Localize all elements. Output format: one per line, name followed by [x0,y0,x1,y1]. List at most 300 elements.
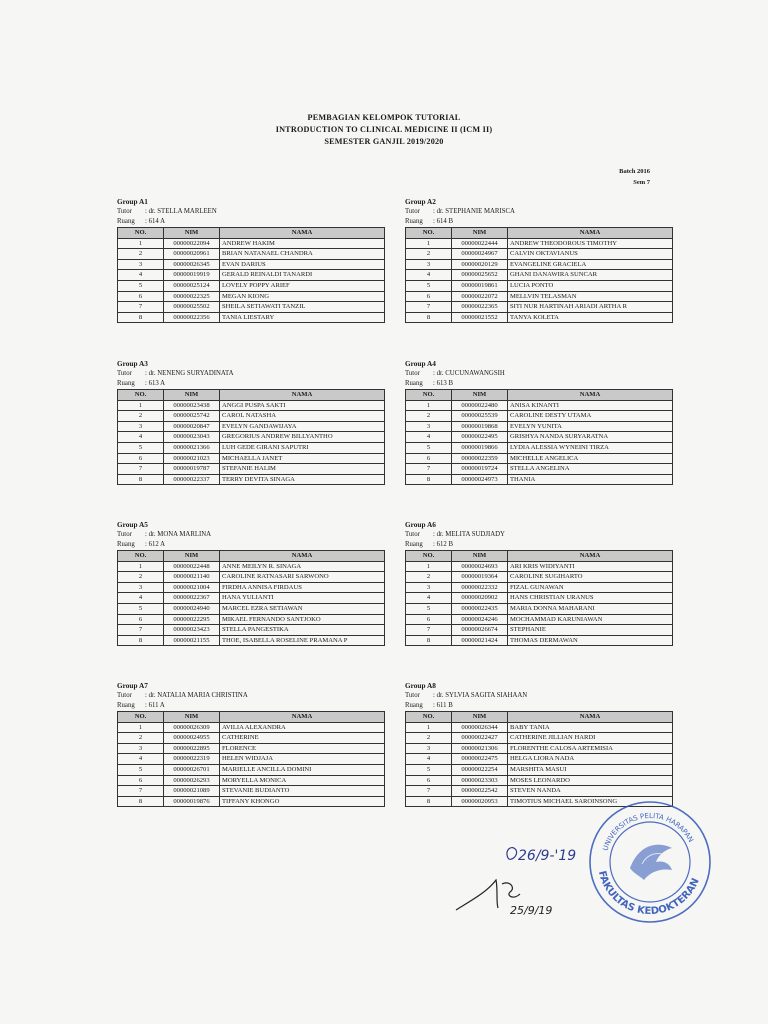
cell-no: 3 [118,259,164,270]
room-value: : 614 A [145,218,166,225]
table-row [118,743,385,754]
student-table [117,227,385,323]
cell-nama: EVELYN GANDAWIJAYA [220,421,385,432]
table-row [406,614,673,625]
tutor-line [405,530,673,540]
cell-nama: ANISA KINANTI [508,400,673,411]
col-header-nama: NAMA [220,228,385,239]
cell-nama: TIMOTIUS MICHAEL SAROINSONG [508,796,673,807]
tutor-line [405,207,673,217]
cell-nim: 00000022435 [452,603,508,614]
group-title: Group A7 [117,681,148,690]
cell-no: 7 [406,464,452,475]
cell-no: 1 [406,722,452,733]
table-row [118,464,385,475]
cell-nim: 00000019787 [164,464,220,475]
tutorial-group [117,196,385,323]
room-label: Ruang [405,380,423,387]
col-header-no: NO. [406,390,452,401]
cell-nim: 00000019364 [452,572,508,583]
cell-nim: 00000021552 [452,312,508,323]
table-row [118,614,385,625]
cell-nim: 00000022295 [164,614,220,625]
tutor-label: Tutor [117,531,132,538]
room-label: Ruang [117,380,135,387]
cell-no: 2 [406,249,452,260]
cell-nim: 00000022542 [452,786,508,797]
cell-no: 1 [406,561,452,572]
cell-nama: STEPHANIE [508,625,673,636]
cell-no: 6 [118,453,164,464]
cell-no: 8 [118,312,164,323]
cell-nim: 00000025742 [164,411,220,422]
cell-no: 8 [406,474,452,485]
tutorial-group [405,196,673,323]
table-header-row [118,712,385,723]
tutor-name: : dr. NATALIA MARIA CHRISTINA [145,692,248,699]
cell-nama: MELLVIN TELASMAN [508,291,673,302]
table-row [406,593,673,604]
cell-no: 3 [118,582,164,593]
col-header-nim: NIM [164,551,220,562]
cell-no: 5 [118,442,164,453]
group-title: Group A4 [405,359,436,368]
cell-nama: MICHAELLA JANET [220,453,385,464]
cell-no: 8 [406,796,452,807]
cell-no: 1 [118,561,164,572]
cell-nama: MARIA DONNA MAHARANI [508,603,673,614]
table-row [118,733,385,744]
cell-nim: 00000025652 [452,270,508,281]
table-row [406,603,673,614]
room-label: Ruang [117,541,135,548]
tutor-label: Tutor [117,692,132,699]
table-row [118,603,385,614]
table-row [118,754,385,765]
cell-nim: 00000019868 [452,421,508,432]
cell-no: 4 [118,432,164,443]
cell-no: 3 [406,259,452,270]
room-line [405,217,673,227]
table-row [118,764,385,775]
col-header-nim: NIM [164,712,220,723]
room-label: Ruang [117,218,135,225]
group-title: Group A5 [117,520,148,529]
table-header-row [118,228,385,239]
tutor-name: : dr. STELLA MARLEEN [145,208,217,215]
cell-nim: 00000022072 [452,291,508,302]
cell-no: 4 [406,593,452,604]
tutor-name: : dr. SYLVIA SAGITA SIAHAAN [433,692,528,699]
cell-no: 3 [406,582,452,593]
table-header-row [406,551,673,562]
cell-no: 5 [406,603,452,614]
col-header-nim: NIM [164,228,220,239]
table-row [406,786,673,797]
cell-nim: 00000020847 [164,421,220,432]
table-row [406,411,673,422]
col-header-no: NO. [406,551,452,562]
cell-nama: CAROL NATASHA [220,411,385,422]
table-row [406,775,673,786]
cell-no: 5 [406,442,452,453]
cell-nama: TANYA KOLETA [508,312,673,323]
cell-nama: MARSHITA MASUI [508,764,673,775]
cell-nama: FLORENTHE CALOSA ARTEMISIA [508,743,673,754]
cell-nama: ANDREW THEODOROUS TIMOTHY [508,238,673,249]
table-row [118,249,385,260]
cell-nama: TANIA LIESTARY [220,312,385,323]
cell-nim: 00000022367 [164,593,220,604]
cell-nim: 00000022495 [452,432,508,443]
cell-nim: 00000019876 [164,796,220,807]
cell-nim: 00000024940 [164,603,220,614]
cell-no: 4 [118,754,164,765]
cell-no: 1 [118,722,164,733]
col-header-nama: NAMA [508,712,673,723]
cell-nama: GREGORIUS ANDREW BILLYANTHO [220,432,385,443]
table-row [118,259,385,270]
room-value: : 612 A [145,541,166,548]
tutor-label: Tutor [117,370,132,377]
tutor-label: Tutor [405,692,420,699]
col-header-no: NO. [118,390,164,401]
table-row [406,291,673,302]
table-row [406,722,673,733]
cell-nama: GRISHYA NANDA SURYARATNA [508,432,673,443]
table-row [406,259,673,270]
tutor-name: : dr. NENENG SURYADINATA [145,370,234,377]
cell-nim: 00000021004 [164,582,220,593]
header-title-line2: INTRODUCTION TO CLINICAL MEDICINE II (ICM II) [275,125,493,134]
table-row [406,249,673,260]
table-row [118,561,385,572]
cell-nama: ANNE MEILYN R. SINAGA [220,561,385,572]
col-header-nim: NIM [452,551,508,562]
cell-nama: THOE, ISABELLA ROSELINE PRAMANA P [220,635,385,646]
cell-nama: GERALD REINALDI TANARDI [220,270,385,281]
student-table [117,389,385,485]
document-header [0,112,768,148]
table-row [406,302,673,313]
cell-no: 3 [118,743,164,754]
cell-nama: MEGAN KIONG [220,291,385,302]
cell-nim: 00000022319 [164,754,220,765]
room-label: Ruang [405,702,423,709]
handwritten-signature [452,870,562,920]
cell-nama: HANS CHRISTIAN URANUS [508,593,673,604]
cell-no: 1 [118,400,164,411]
cell-nama: THANIA [508,474,673,485]
cell-no: 7 [406,625,452,636]
cell-nama: MOCHAMMAD KARUNIAWAN [508,614,673,625]
cell-nama: SHEILA SETIAWATI TANZIL [220,302,385,313]
tutorial-group [405,519,673,646]
cell-no: 5 [118,764,164,775]
cell-no: 7 [406,302,452,313]
room-line [405,701,673,711]
col-header-no: NO. [118,712,164,723]
col-header-no: NO. [406,712,452,723]
cell-nim: 00000022475 [452,754,508,765]
handwritten-initial-signature [500,836,590,872]
cell-nim: 00000019919 [164,270,220,281]
cell-nama: GHANI DANAWIRA SUNCAR [508,270,673,281]
cell-no: 2 [118,572,164,583]
tutor-line [117,207,385,217]
cell-nama: STELLA PANGESTIKA [220,625,385,636]
cell-nama: EVELYN YUNITA [508,421,673,432]
cell-no: 8 [406,635,452,646]
cell-nama: MORYELLA MONICA [220,775,385,786]
student-table [405,550,673,646]
tutor-label: Tutor [405,208,420,215]
cell-nim: 00000021023 [164,453,220,464]
table-header-row [406,390,673,401]
group-title: Group A2 [405,197,436,206]
cell-nama: ARI KRIS WIDIYANTI [508,561,673,572]
group-title: Group A1 [117,197,148,206]
cell-no: 3 [406,421,452,432]
col-header-nim: NIM [452,712,508,723]
cell-no: 4 [406,432,452,443]
cell-nama: AVILIA ALEXANDRA [220,722,385,733]
room-line [405,540,673,550]
cell-no: 3 [406,743,452,754]
cell-nim: 00000023438 [164,400,220,411]
cell-nim: 00000022254 [452,764,508,775]
tutorial-group [117,519,385,646]
student-table [405,389,673,485]
cell-nama: FLORENCE [220,743,385,754]
cell-no: 8 [118,474,164,485]
cell-no: 7 [406,786,452,797]
col-header-nama: NAMA [508,551,673,562]
cell-nama: STELLA ANGELINA [508,464,673,475]
room-label: Ruang [117,702,135,709]
cell-no: 7 [118,464,164,475]
cell-nim: 00000022356 [164,312,220,323]
cell-nim: 00000020953 [452,796,508,807]
cell-nama: FIZAL GUNAWAN [508,582,673,593]
tutor-label: Tutor [405,370,420,377]
cell-nama: HANA YULIANTI [220,593,385,604]
cell-no: 7 [118,625,164,636]
tutor-line [405,691,673,701]
cell-nama: TIFFANY KHONGO [220,796,385,807]
tutorial-group [405,358,673,485]
table-row [118,796,385,807]
header-title-line1: PEMBAGIAN KELOMPOK TUTORIAL [307,113,461,122]
cell-no: 2 [406,411,452,422]
cell-nama: CAROLINE RATNASARI SARWONO [220,572,385,583]
table-row [406,474,673,485]
col-header-no: NO. [118,551,164,562]
cell-nama: FIRDHA ANNISA FIRDAUS [220,582,385,593]
cell-nim: 00000020961 [164,249,220,260]
table-row [118,474,385,485]
cell-nim: 00000022325 [164,291,220,302]
cell-no: 5 [406,764,452,775]
cell-nim: 00000023303 [452,775,508,786]
cell-nim: 00000022332 [452,582,508,593]
table-row [406,280,673,291]
table-row [406,400,673,411]
cell-nim: 00000021140 [164,572,220,583]
student-table [405,711,673,807]
cell-nama: CALVIN OKTAVIANUS [508,249,673,260]
cell-no: 3 [118,421,164,432]
cell-no: 6 [118,775,164,786]
table-row [406,464,673,475]
table-row [406,238,673,249]
cell-nim: 00000021424 [452,635,508,646]
cell-no: 2 [118,249,164,260]
cell-nama: BABY TANIA [508,722,673,733]
table-row [118,312,385,323]
cell-nama: ANGGI PUSPA SAKTI [220,400,385,411]
table-header-row [118,551,385,562]
table-row [406,270,673,281]
cell-no: 7 [118,786,164,797]
room-line [117,540,385,550]
tutorial-group [117,680,385,807]
student-table [405,227,673,323]
table-row [118,442,385,453]
cell-nim: 00000022359 [452,453,508,464]
student-table [117,711,385,807]
cell-nim: 00000024955 [164,733,220,744]
cell-nim: 00000023423 [164,625,220,636]
cell-nim: 00000025502 [164,302,220,313]
cell-nim: 00000022094 [164,238,220,249]
tutor-name: : dr. MELITA SUDJIADY [433,531,505,538]
table-row [118,421,385,432]
cell-nama: MIKAEL FERNANDO SANTJOKO [220,614,385,625]
cell-nama: LUH GEDE GIRANI SAPUTRI [220,442,385,453]
cell-no: 4 [118,593,164,604]
table-row [118,453,385,464]
cell-nama: CATHERINE [220,733,385,744]
cell-nim: 00000022448 [164,561,220,572]
tutor-name: : dr. STEPHANIE MARISCA [433,208,515,215]
col-header-nama: NAMA [220,390,385,401]
table-row [118,400,385,411]
table-row [118,635,385,646]
room-label: Ruang [405,218,423,225]
cell-nama: EVAN DARIUS [220,259,385,270]
cell-nama: CATHERINE JILLIAN HARDI [508,733,673,744]
cell-no: 6 [406,453,452,464]
table-row [118,625,385,636]
student-table [117,550,385,646]
cell-no: 1 [406,400,452,411]
table-row [118,722,385,733]
table-row [118,572,385,583]
table-header-row [406,228,673,239]
cell-nim: 00000024967 [452,249,508,260]
cell-nim: 00000022895 [164,743,220,754]
col-header-nama: NAMA [508,390,673,401]
col-header-nama: NAMA [220,551,385,562]
faculty-stamp-seal [586,798,714,926]
room-line [405,379,673,389]
cell-nama: MICHELLE ANGELICA [508,453,673,464]
table-row [406,453,673,464]
cell-nim: 00000025539 [452,411,508,422]
header-title-line3: SEMESTER GANJIL 2019/2020 [324,137,444,146]
cell-nim: 00000026701 [164,764,220,775]
col-header-no: NO. [406,228,452,239]
table-row [406,561,673,572]
table-row [406,754,673,765]
cell-nim: 00000022444 [452,238,508,249]
cell-nim: 00000019866 [452,442,508,453]
cell-nama: HELEN WIDJAJA [220,754,385,765]
col-header-nim: NIM [164,390,220,401]
table-row [118,411,385,422]
table-row [118,775,385,786]
room-value: : 613 B [433,380,454,387]
cell-nim: 00000021155 [164,635,220,646]
table-row [118,786,385,797]
handwritten-date-2: 25/9/19 [510,904,553,917]
handwritten-date-1: 26/9-'19 [518,848,577,864]
batch-info [619,166,650,188]
cell-no: 2 [118,411,164,422]
table-row [406,743,673,754]
cell-nama: SITI NUR HARTINAH ARIADI ARTHA R [508,302,673,313]
cell-no: 5 [406,280,452,291]
room-line [117,701,385,711]
semester-label: Sem 7 [633,179,650,186]
room-value: : 612 B [433,541,454,548]
batch-label: Batch 2016 [619,168,650,175]
cell-no: 6 [118,291,164,302]
cell-no: 6 [118,614,164,625]
room-value: : 611 B [433,702,453,709]
cell-no: 6 [406,775,452,786]
table-row [406,635,673,646]
cell-no: 8 [406,312,452,323]
tutorial-group [117,358,385,485]
cell-no: 2 [118,733,164,744]
table-row [406,432,673,443]
cell-nama: CAROLINE SUGIHARTO [508,572,673,583]
cell-nim: 00000024693 [452,561,508,572]
svg-text:UNIVERSITAS PELITA HARAPAN: UNIVERSITAS PELITA HARAPAN [601,811,695,852]
table-row [406,421,673,432]
table-row [406,582,673,593]
cell-nim: 00000021366 [164,442,220,453]
cell-nim: 00000022337 [164,474,220,485]
cell-no: 4 [406,270,452,281]
cell-nim: 00000026309 [164,722,220,733]
cell-nim: 00000026674 [452,625,508,636]
cell-no: 2 [406,572,452,583]
cell-no: 1 [118,238,164,249]
cell-nim: 00000024973 [452,474,508,485]
cell-nama: TERRY DEVITA SINAGA [220,474,385,485]
table-row [118,280,385,291]
tutorial-group [405,680,673,807]
table-row [118,302,385,313]
cell-no: 4 [118,270,164,281]
cell-nim: 00000025124 [164,280,220,291]
table-row [406,312,673,323]
svg-text:FAKULTAS KEDOKTERAN: FAKULTAS KEDOKTERAN [595,869,702,918]
cell-nim: 00000026293 [164,775,220,786]
